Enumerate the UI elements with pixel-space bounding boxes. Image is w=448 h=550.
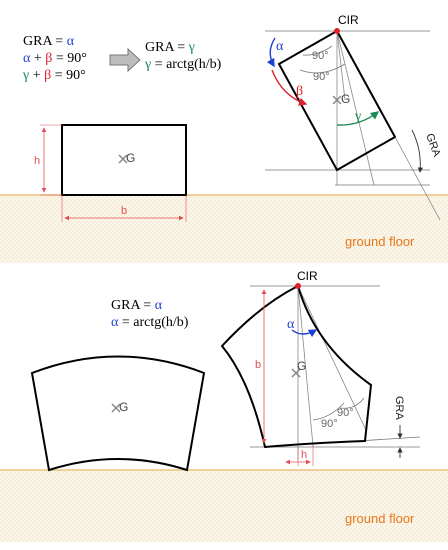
alpha-label-top: α [276, 39, 284, 54]
ground-floor-label-top: ground floor [345, 234, 415, 249]
g-label-tilted-arch: G [297, 359, 307, 373]
top-formula-line3: γ + β = 90° [23, 68, 86, 83]
g-label-arch: G [119, 400, 129, 414]
bottom-formula [111, 298, 189, 330]
bottom-formula-line1: GRA = α [111, 298, 163, 313]
ground-hatch-bottom [0, 470, 448, 542]
gra-label-bottom: GRA [393, 396, 405, 420]
g-label-tilted: G [341, 92, 351, 106]
beta-label: β [296, 84, 304, 99]
alpha-arc-bottom [292, 330, 316, 334]
top-formula-line2: α + β = 90° [23, 51, 87, 66]
implies-arrow [110, 49, 140, 71]
diagonal-cir-bottom-2 [298, 286, 366, 430]
alpha-label-bottom: α [287, 317, 295, 332]
cir-label-top: CIR [338, 13, 359, 27]
angle-90-label-1: 90° [312, 50, 329, 62]
h-label-top: h [34, 155, 41, 167]
alpha-arc-top [270, 38, 275, 66]
gra-label-top: GRA [423, 131, 443, 159]
cir-label-bottom: CIR [297, 269, 318, 283]
cir-point-top [334, 28, 340, 34]
top-formula-line1: GRA = α [23, 34, 75, 49]
diagonal-cir-to-corner [337, 31, 374, 185]
top-result-line2: γ = arctg(h/b) [145, 57, 222, 72]
top-result-line1: GRA = γ [145, 40, 195, 55]
h-label-bottom: h [301, 449, 308, 461]
angle-90-label-2: 90° [313, 71, 330, 83]
bottom-formula-line2: α = arctg(h/b) [111, 315, 189, 330]
top-panel [0, 13, 448, 263]
gamma-label: γ [355, 109, 362, 124]
bottom-panel [0, 269, 448, 542]
cir-point-bottom [295, 283, 301, 289]
angle-90-label-bottom-1: 90° [321, 418, 338, 430]
angle-90-label-bottom-2: 90° [337, 407, 354, 419]
ground-hatch-top [0, 195, 448, 263]
b-label-bottom: b [255, 359, 262, 371]
gra-angle-arc [412, 130, 420, 172]
top-formula [22, 34, 222, 83]
upright-arch-block [32, 357, 204, 471]
g-label-upright: G [126, 151, 136, 165]
ground-floor-label-bottom: ground floor [345, 511, 415, 526]
b-label-top: b [121, 205, 128, 217]
